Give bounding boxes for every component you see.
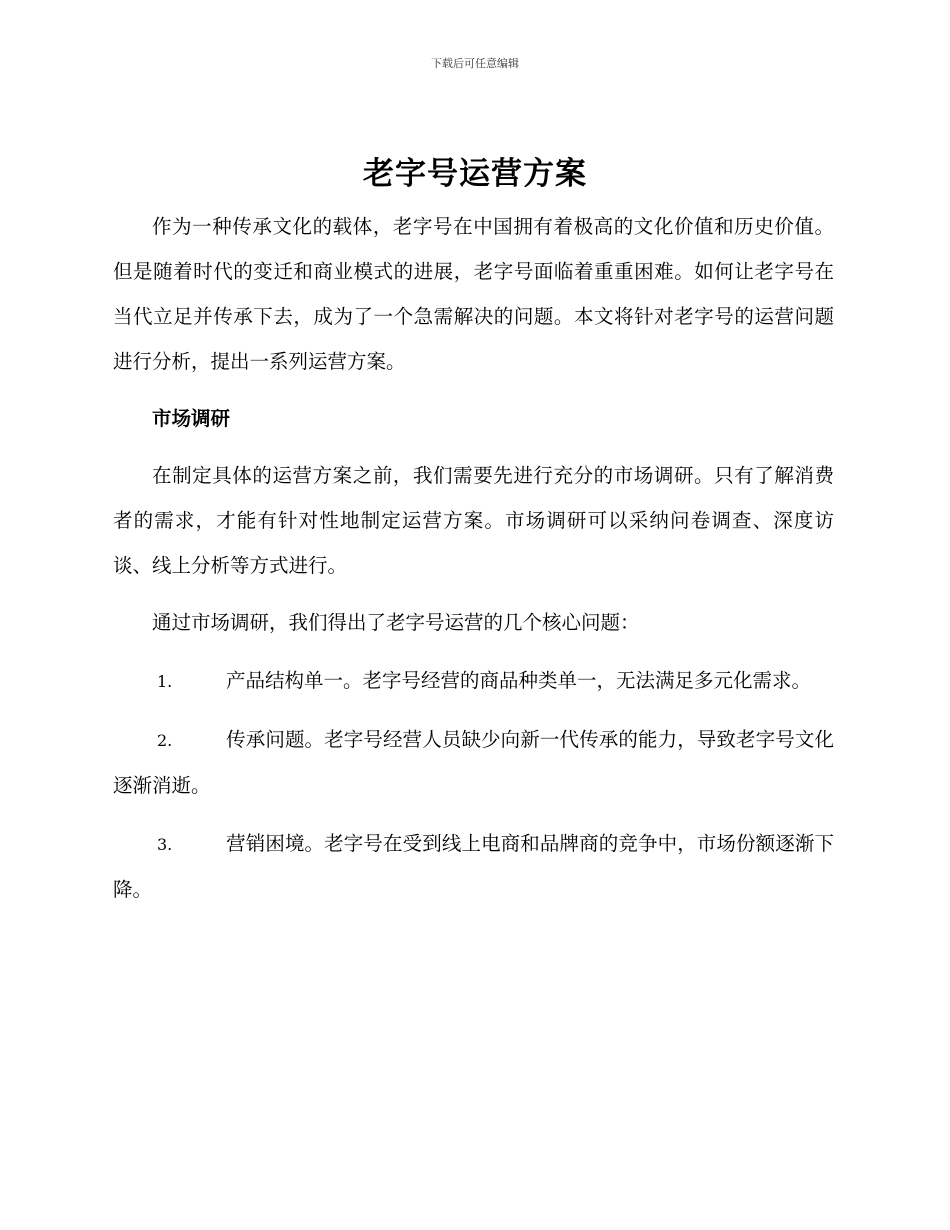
intro-paragraph: 作为一种传承文化的载体，老字号在中国拥有着极高的文化价值和历史价值。但是随着时代的变迁和商业模式的进展，老字号面临着重重困难。如何让老字号在当代立足并传承下去，成为了一个急需解决的问题。本文将针对老字号的运营问题进行分析，提出一系列运营方案。 <box>113 215 834 373</box>
list-item <box>113 821 834 912</box>
list-item <box>113 717 834 808</box>
list-text: 传承问题。老字号经营人员缺少向新一代传承的能力，导致老字号文化逐渐消逝。 <box>113 728 834 797</box>
list-text: 营销困境。老字号在受到线上电商和品牌商的竞争中，市场份额逐渐下降。 <box>113 832 834 901</box>
list-number: 2. <box>157 731 173 750</box>
document-title: 老字号运营方案 <box>363 156 587 192</box>
research-paragraph: 在制定具体的运营方案之前，我们需要先进行充分的市场调研。只有了解消费者的需求，才能有针对性地制定运营方案。市场调研可以采纳问卷调查、深度访谈、线上分析等方式进行。 <box>113 464 834 577</box>
list-number: 3. <box>157 835 173 854</box>
list-item <box>113 658 834 704</box>
document-body <box>113 204 834 912</box>
header-note: 下载后可任意编辑 <box>431 57 519 70</box>
list-text: 产品结构单一。老字号经营的商品种类单一，无法满足多元化需求。 <box>226 669 812 692</box>
list-number: 1. <box>157 672 173 691</box>
section-heading: 市场调研 <box>152 407 231 430</box>
findings-paragraph: 通过市场调研，我们得出了老字号运营的几个核心问题： <box>152 611 640 634</box>
